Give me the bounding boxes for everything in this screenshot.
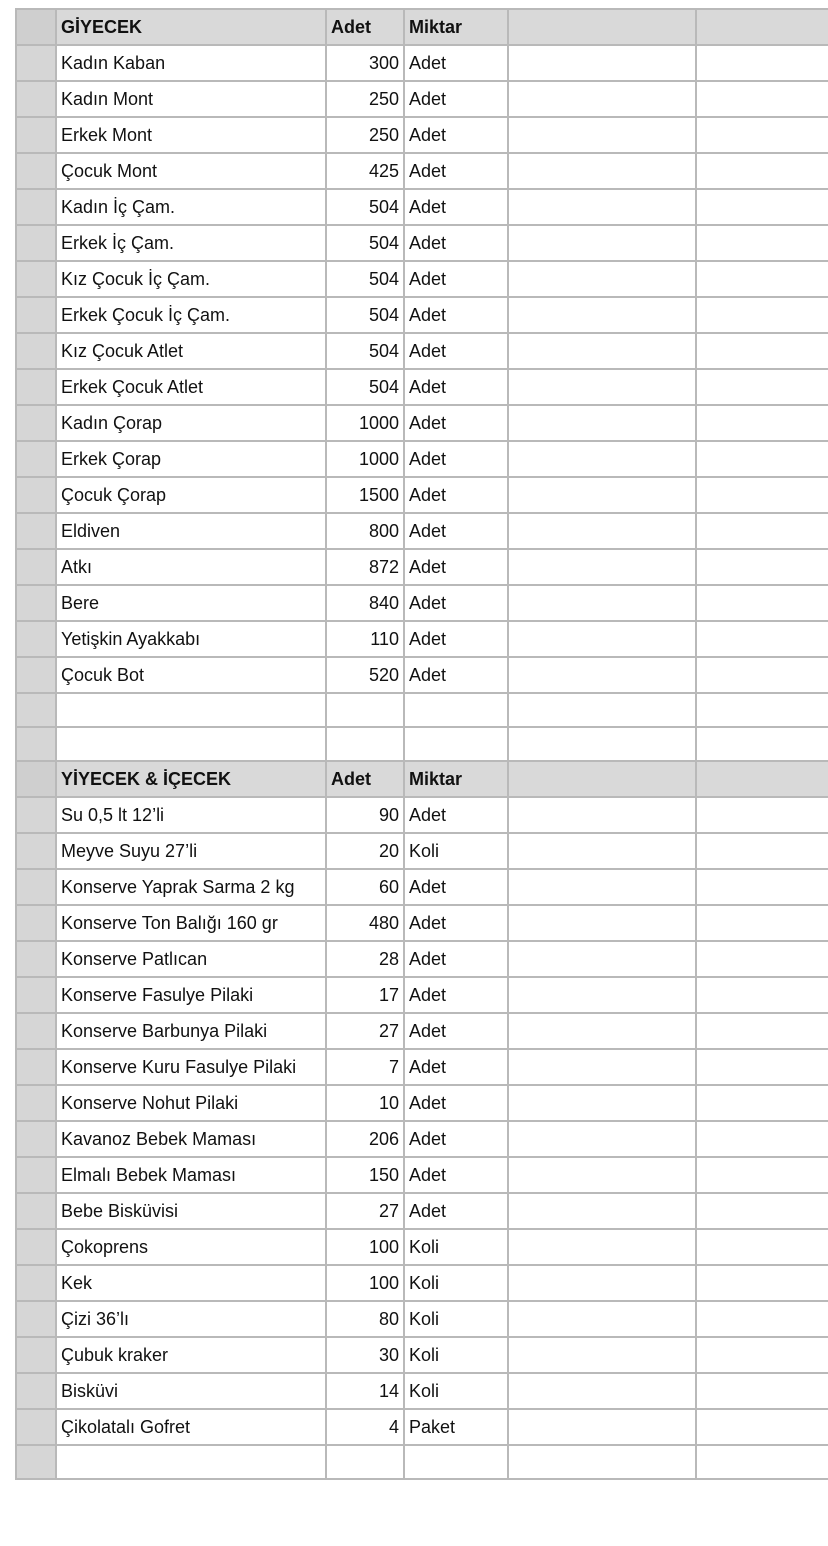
row-gutter[interactable] xyxy=(16,369,56,405)
item-count-cell[interactable]: 110 xyxy=(326,621,404,657)
empty-cell[interactable] xyxy=(508,1265,696,1301)
empty-cell[interactable] xyxy=(508,405,696,441)
row-gutter[interactable] xyxy=(16,1157,56,1193)
empty-cell[interactable] xyxy=(326,1445,404,1479)
item-unit-cell[interactable]: Adet xyxy=(404,549,508,585)
empty-cell[interactable] xyxy=(508,1373,696,1409)
empty-cell[interactable] xyxy=(696,905,828,941)
item-unit-cell[interactable]: Adet xyxy=(404,1049,508,1085)
row-gutter[interactable] xyxy=(16,1445,56,1479)
empty-cell[interactable] xyxy=(696,1157,828,1193)
item-count-cell[interactable]: 425 xyxy=(326,153,404,189)
item-unit-cell[interactable]: Adet xyxy=(404,81,508,117)
item-row xyxy=(16,117,828,153)
empty-cell[interactable] xyxy=(508,1013,696,1049)
empty-cell[interactable] xyxy=(508,941,696,977)
empty-cell[interactable] xyxy=(696,941,828,977)
item-unit-cell[interactable]: Koli xyxy=(404,1229,508,1265)
empty-cell[interactable] xyxy=(508,117,696,153)
item-unit-cell[interactable]: Adet xyxy=(404,189,508,225)
empty-cell[interactable] xyxy=(508,693,696,727)
empty-row xyxy=(16,693,828,727)
empty-cell[interactable] xyxy=(508,869,696,905)
item-unit-cell[interactable]: Adet xyxy=(404,585,508,621)
row-gutter[interactable] xyxy=(16,1409,56,1445)
row-gutter[interactable] xyxy=(16,261,56,297)
item-unit-cell[interactable]: Adet xyxy=(404,905,508,941)
row-gutter[interactable] xyxy=(16,1049,56,1085)
item-name-cell[interactable]: Meyve Suyu 27’li xyxy=(56,833,326,869)
empty-cell[interactable] xyxy=(508,333,696,369)
empty-cell[interactable] xyxy=(696,261,828,297)
count-header-cell[interactable]: Adet xyxy=(326,761,404,797)
empty-cell[interactable] xyxy=(696,513,828,549)
empty-cell[interactable] xyxy=(696,117,828,153)
item-row xyxy=(16,261,828,297)
item-row xyxy=(16,369,828,405)
empty-cell[interactable] xyxy=(696,977,828,1013)
item-name-cell[interactable]: Kavanoz Bebek Maması xyxy=(56,1121,326,1157)
empty-cell[interactable] xyxy=(508,1049,696,1085)
empty-cell[interactable] xyxy=(696,657,828,693)
item-name-cell[interactable]: Atkı xyxy=(56,549,326,585)
item-row xyxy=(16,941,828,977)
empty-cell[interactable] xyxy=(56,727,326,761)
item-row xyxy=(16,513,828,549)
item-count-cell[interactable]: 7 xyxy=(326,1049,404,1085)
item-row xyxy=(16,405,828,441)
item-row xyxy=(16,1013,828,1049)
section-header-row xyxy=(16,9,828,45)
unit-header-cell[interactable]: Miktar xyxy=(404,761,508,797)
item-unit-cell[interactable]: Adet xyxy=(404,1193,508,1229)
empty-cell[interactable] xyxy=(508,261,696,297)
empty-cell[interactable] xyxy=(508,549,696,585)
item-count-cell[interactable]: 27 xyxy=(326,1193,404,1229)
item-count-cell[interactable]: 206 xyxy=(326,1121,404,1157)
empty-cell[interactable] xyxy=(696,225,828,261)
item-name-cell[interactable]: Konserve Yaprak Sarma 2 kg xyxy=(56,869,326,905)
empty-cell[interactable] xyxy=(696,441,828,477)
row-gutter[interactable] xyxy=(16,297,56,333)
empty-cell[interactable] xyxy=(508,1301,696,1337)
empty-cell[interactable] xyxy=(508,761,696,797)
item-unit-cell[interactable]: Koli xyxy=(404,1265,508,1301)
empty-cell[interactable] xyxy=(696,153,828,189)
row-gutter[interactable] xyxy=(16,1337,56,1373)
empty-cell[interactable] xyxy=(508,585,696,621)
item-count-cell[interactable]: 30 xyxy=(326,1337,404,1373)
item-name-cell[interactable]: Konserve Fasulye Pilaki xyxy=(56,977,326,1013)
empty-cell[interactable] xyxy=(696,549,828,585)
item-unit-cell[interactable]: Adet xyxy=(404,1121,508,1157)
empty-cell[interactable] xyxy=(508,905,696,941)
item-unit-cell[interactable]: Adet xyxy=(404,369,508,405)
item-name-cell[interactable]: Çubuk kraker xyxy=(56,1337,326,1373)
row-gutter[interactable] xyxy=(16,693,56,727)
item-unit-cell[interactable]: Adet xyxy=(404,405,508,441)
item-count-cell[interactable]: 872 xyxy=(326,549,404,585)
row-gutter[interactable] xyxy=(16,941,56,977)
item-row xyxy=(16,81,828,117)
row-gutter[interactable] xyxy=(16,833,56,869)
row-gutter[interactable] xyxy=(16,621,56,657)
empty-cell[interactable] xyxy=(696,1445,828,1479)
empty-cell[interactable] xyxy=(696,693,828,727)
item-row xyxy=(16,869,828,905)
empty-cell[interactable] xyxy=(696,1229,828,1265)
item-name-cell[interactable]: Çikolatalı Gofret xyxy=(56,1409,326,1445)
row-gutter[interactable] xyxy=(16,797,56,833)
row-gutter[interactable] xyxy=(16,1013,56,1049)
item-row xyxy=(16,585,828,621)
row-gutter[interactable] xyxy=(16,869,56,905)
grid-body xyxy=(16,9,828,1479)
row-gutter[interactable] xyxy=(16,513,56,549)
item-unit-cell[interactable]: Adet xyxy=(404,1157,508,1193)
empty-cell[interactable] xyxy=(696,45,828,81)
empty-cell[interactable] xyxy=(696,1013,828,1049)
item-row xyxy=(16,153,828,189)
item-name-cell[interactable]: Çocuk Bot xyxy=(56,657,326,693)
item-name-cell[interactable]: Erkek Çocuk İç Çam. xyxy=(56,297,326,333)
item-row xyxy=(16,977,828,1013)
row-gutter[interactable] xyxy=(16,45,56,81)
item-row xyxy=(16,1193,828,1229)
empty-cell[interactable] xyxy=(508,1193,696,1229)
item-name-cell[interactable]: Kadın Çorap xyxy=(56,405,326,441)
empty-cell[interactable] xyxy=(696,369,828,405)
empty-cell[interactable] xyxy=(508,1409,696,1445)
item-name-cell[interactable]: Konserve Barbunya Pilaki xyxy=(56,1013,326,1049)
item-unit-cell[interactable]: Adet xyxy=(404,117,508,153)
empty-cell[interactable] xyxy=(696,333,828,369)
item-name-cell[interactable]: Çocuk Çorap xyxy=(56,477,326,513)
row-gutter[interactable] xyxy=(16,153,56,189)
item-unit-cell[interactable]: Adet xyxy=(404,621,508,657)
empty-cell[interactable] xyxy=(696,1121,828,1157)
item-name-cell[interactable]: Erkek Çocuk Atlet xyxy=(56,369,326,405)
empty-cell[interactable] xyxy=(696,869,828,905)
item-count-cell[interactable]: 504 xyxy=(326,225,404,261)
empty-cell[interactable] xyxy=(696,727,828,761)
row-gutter[interactable] xyxy=(16,333,56,369)
row-gutter[interactable] xyxy=(16,477,56,513)
empty-cell[interactable] xyxy=(56,1445,326,1479)
empty-cell[interactable] xyxy=(508,441,696,477)
item-unit-cell[interactable]: Adet xyxy=(404,153,508,189)
item-unit-cell[interactable]: Koli xyxy=(404,1301,508,1337)
item-row xyxy=(16,45,828,81)
item-name-cell[interactable]: Eldiven xyxy=(56,513,326,549)
row-gutter[interactable] xyxy=(16,1193,56,1229)
row-gutter[interactable] xyxy=(16,225,56,261)
item-count-cell[interactable]: 1000 xyxy=(326,405,404,441)
empty-cell[interactable] xyxy=(508,297,696,333)
item-row xyxy=(16,657,828,693)
item-count-cell[interactable]: 28 xyxy=(326,941,404,977)
item-row xyxy=(16,1373,828,1409)
row-gutter[interactable] xyxy=(16,585,56,621)
item-row xyxy=(16,333,828,369)
empty-cell[interactable] xyxy=(696,405,828,441)
item-count-cell[interactable]: 27 xyxy=(326,1013,404,1049)
item-row xyxy=(16,1157,828,1193)
item-row xyxy=(16,1265,828,1301)
row-gutter[interactable] xyxy=(16,189,56,225)
item-count-cell[interactable]: 150 xyxy=(326,1157,404,1193)
item-row xyxy=(16,297,828,333)
item-name-cell[interactable]: Yetişkin Ayakkabı xyxy=(56,621,326,657)
item-name-cell[interactable]: Konserve Patlıcan xyxy=(56,941,326,977)
row-gutter[interactable] xyxy=(16,1301,56,1337)
item-unit-cell[interactable]: Adet xyxy=(404,45,508,81)
item-row xyxy=(16,621,828,657)
item-count-cell[interactable]: 14 xyxy=(326,1373,404,1409)
empty-cell[interactable] xyxy=(696,1265,828,1301)
item-unit-cell[interactable]: Adet xyxy=(404,941,508,977)
empty-cell[interactable] xyxy=(696,81,828,117)
empty-row xyxy=(16,1445,828,1479)
item-name-cell[interactable]: Kadın Mont xyxy=(56,81,326,117)
item-name-cell[interactable]: Kek xyxy=(56,1265,326,1301)
empty-cell[interactable] xyxy=(508,153,696,189)
empty-cell[interactable] xyxy=(696,189,828,225)
empty-cell[interactable] xyxy=(696,9,828,45)
item-row xyxy=(16,549,828,585)
item-count-cell[interactable]: 1500 xyxy=(326,477,404,513)
row-gutter[interactable] xyxy=(16,905,56,941)
item-name-cell[interactable]: Konserve Nohut Pilaki xyxy=(56,1085,326,1121)
row-gutter[interactable] xyxy=(16,549,56,585)
item-name-cell[interactable]: Kadın İç Çam. xyxy=(56,189,326,225)
item-count-cell[interactable]: 480 xyxy=(326,905,404,941)
item-count-cell[interactable]: 10 xyxy=(326,1085,404,1121)
empty-cell[interactable] xyxy=(696,1337,828,1373)
item-name-cell[interactable]: Kadın Kaban xyxy=(56,45,326,81)
item-row xyxy=(16,1121,828,1157)
item-unit-cell[interactable]: Adet xyxy=(404,797,508,833)
empty-cell[interactable] xyxy=(508,513,696,549)
row-gutter[interactable] xyxy=(16,657,56,693)
item-name-cell[interactable]: Erkek İç Çam. xyxy=(56,225,326,261)
empty-cell[interactable] xyxy=(696,1301,828,1337)
item-count-cell[interactable]: 504 xyxy=(326,189,404,225)
item-name-cell[interactable]: Erkek Çorap xyxy=(56,441,326,477)
empty-cell[interactable] xyxy=(508,621,696,657)
item-name-cell[interactable]: Kız Çocuk İç Çam. xyxy=(56,261,326,297)
item-row xyxy=(16,905,828,941)
empty-cell[interactable] xyxy=(508,477,696,513)
item-count-cell[interactable]: 520 xyxy=(326,657,404,693)
row-gutter[interactable] xyxy=(16,9,56,45)
item-unit-cell[interactable]: Adet xyxy=(404,657,508,693)
item-name-cell[interactable]: Bere xyxy=(56,585,326,621)
row-gutter[interactable] xyxy=(16,405,56,441)
item-name-cell[interactable]: Elmalı Bebek Maması xyxy=(56,1157,326,1193)
row-gutter[interactable] xyxy=(16,1085,56,1121)
item-count-cell[interactable]: 100 xyxy=(326,1265,404,1301)
row-gutter[interactable] xyxy=(16,1229,56,1265)
item-count-cell[interactable]: 504 xyxy=(326,261,404,297)
empty-cell[interactable] xyxy=(508,1337,696,1373)
item-count-cell[interactable]: 60 xyxy=(326,869,404,905)
empty-cell[interactable] xyxy=(508,833,696,869)
row-gutter[interactable] xyxy=(16,117,56,153)
item-unit-cell[interactable]: Adet xyxy=(404,333,508,369)
item-unit-cell[interactable]: Adet xyxy=(404,297,508,333)
item-name-cell[interactable]: Su 0,5 lt 12’li xyxy=(56,797,326,833)
empty-cell[interactable] xyxy=(696,297,828,333)
row-gutter[interactable] xyxy=(16,1265,56,1301)
empty-cell[interactable] xyxy=(696,797,828,833)
item-count-cell[interactable]: 17 xyxy=(326,977,404,1013)
empty-cell[interactable] xyxy=(326,693,404,727)
item-name-cell[interactable]: Kız Çocuk Atlet xyxy=(56,333,326,369)
empty-row xyxy=(16,727,828,761)
spreadsheet-grid xyxy=(15,8,828,1480)
item-count-cell[interactable]: 300 xyxy=(326,45,404,81)
row-gutter[interactable] xyxy=(16,1121,56,1157)
empty-cell[interactable] xyxy=(696,585,828,621)
item-unit-cell[interactable]: Adet xyxy=(404,441,508,477)
empty-cell[interactable] xyxy=(508,1445,696,1479)
empty-cell[interactable] xyxy=(404,693,508,727)
empty-cell[interactable] xyxy=(326,727,404,761)
item-count-cell[interactable]: 1000 xyxy=(326,441,404,477)
empty-cell[interactable] xyxy=(508,977,696,1013)
item-unit-cell[interactable]: Adet xyxy=(404,477,508,513)
item-name-cell[interactable]: Çokoprens xyxy=(56,1229,326,1265)
item-row xyxy=(16,441,828,477)
empty-cell[interactable] xyxy=(508,369,696,405)
empty-cell[interactable] xyxy=(696,621,828,657)
empty-cell[interactable] xyxy=(508,1085,696,1121)
item-count-cell[interactable]: 80 xyxy=(326,1301,404,1337)
item-count-cell[interactable]: 4 xyxy=(326,1409,404,1445)
item-row xyxy=(16,1229,828,1265)
row-gutter[interactable] xyxy=(16,977,56,1013)
item-unit-cell[interactable]: Adet xyxy=(404,513,508,549)
row-gutter[interactable] xyxy=(16,727,56,761)
empty-cell[interactable] xyxy=(508,1229,696,1265)
empty-cell[interactable] xyxy=(56,693,326,727)
unit-header-cell[interactable]: Miktar xyxy=(404,9,508,45)
section-title-cell[interactable]: YİYECEK & İÇECEK xyxy=(56,761,326,797)
item-count-cell[interactable]: 250 xyxy=(326,117,404,153)
item-name-cell[interactable]: Konserve Kuru Fasulye Pilaki xyxy=(56,1049,326,1085)
item-name-cell[interactable]: Bisküvi xyxy=(56,1373,326,1409)
row-gutter[interactable] xyxy=(16,441,56,477)
empty-cell[interactable] xyxy=(696,1409,828,1445)
item-name-cell[interactable]: Erkek Mont xyxy=(56,117,326,153)
item-unit-cell[interactable]: Koli xyxy=(404,1373,508,1409)
item-count-cell[interactable]: 504 xyxy=(326,369,404,405)
item-count-cell[interactable]: 100 xyxy=(326,1229,404,1265)
item-unit-cell[interactable]: Paket xyxy=(404,1409,508,1445)
item-unit-cell[interactable]: Adet xyxy=(404,225,508,261)
item-count-cell[interactable]: 250 xyxy=(326,81,404,117)
row-gutter[interactable] xyxy=(16,1373,56,1409)
item-row xyxy=(16,1301,828,1337)
item-row xyxy=(16,1337,828,1373)
item-unit-cell[interactable]: Adet xyxy=(404,1085,508,1121)
item-unit-cell[interactable]: Adet xyxy=(404,1013,508,1049)
empty-cell[interactable] xyxy=(508,45,696,81)
item-row xyxy=(16,833,828,869)
item-count-cell[interactable]: 20 xyxy=(326,833,404,869)
item-row xyxy=(16,1409,828,1445)
empty-cell[interactable] xyxy=(696,1373,828,1409)
item-count-cell[interactable]: 504 xyxy=(326,297,404,333)
section-header-row xyxy=(16,761,828,797)
empty-cell[interactable] xyxy=(404,1445,508,1479)
empty-cell[interactable] xyxy=(508,225,696,261)
item-count-cell[interactable]: 840 xyxy=(326,585,404,621)
item-count-cell[interactable]: 90 xyxy=(326,797,404,833)
item-row xyxy=(16,1085,828,1121)
section-title-cell[interactable]: GİYECEK xyxy=(56,9,326,45)
empty-cell[interactable] xyxy=(696,1049,828,1085)
item-unit-cell[interactable]: Adet xyxy=(404,869,508,905)
item-row xyxy=(16,225,828,261)
item-unit-cell[interactable]: Adet xyxy=(404,261,508,297)
row-gutter[interactable] xyxy=(16,761,56,797)
empty-cell[interactable] xyxy=(696,1085,828,1121)
count-header-cell[interactable]: Adet xyxy=(326,9,404,45)
item-row xyxy=(16,1049,828,1085)
item-row xyxy=(16,797,828,833)
item-unit-cell[interactable]: Koli xyxy=(404,1337,508,1373)
item-unit-cell[interactable]: Koli xyxy=(404,833,508,869)
empty-cell[interactable] xyxy=(508,9,696,45)
item-name-cell[interactable]: Çocuk Mont xyxy=(56,153,326,189)
item-count-cell[interactable]: 504 xyxy=(326,333,404,369)
empty-cell[interactable] xyxy=(696,1193,828,1229)
item-row xyxy=(16,477,828,513)
empty-cell[interactable] xyxy=(696,477,828,513)
empty-cell[interactable] xyxy=(508,727,696,761)
empty-cell[interactable] xyxy=(508,81,696,117)
item-name-cell[interactable]: Bebe Bisküvisi xyxy=(56,1193,326,1229)
item-unit-cell[interactable]: Adet xyxy=(404,977,508,1013)
empty-cell[interactable] xyxy=(404,727,508,761)
item-count-cell[interactable]: 800 xyxy=(326,513,404,549)
empty-cell[interactable] xyxy=(508,189,696,225)
empty-cell[interactable] xyxy=(508,1157,696,1193)
item-row xyxy=(16,189,828,225)
item-name-cell[interactable]: Çizi 36’lı xyxy=(56,1301,326,1337)
item-name-cell[interactable]: Konserve Ton Balığı 160 gr xyxy=(56,905,326,941)
empty-cell[interactable] xyxy=(696,833,828,869)
empty-cell[interactable] xyxy=(508,657,696,693)
empty-cell[interactable] xyxy=(696,761,828,797)
empty-cell[interactable] xyxy=(508,797,696,833)
empty-cell[interactable] xyxy=(508,1121,696,1157)
row-gutter[interactable] xyxy=(16,81,56,117)
